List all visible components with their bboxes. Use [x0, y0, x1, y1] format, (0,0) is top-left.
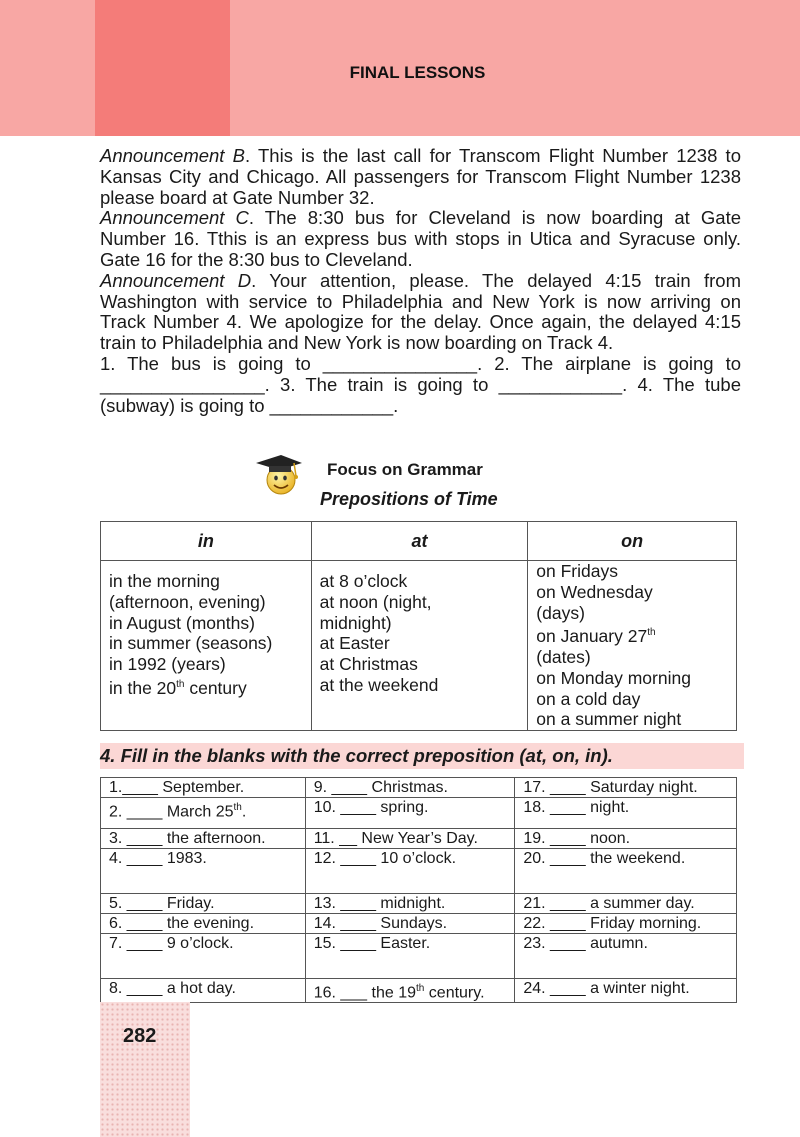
exercise-item: 12. ____ 10 o’clock. [305, 849, 515, 894]
header-at: at [311, 522, 528, 561]
exercise-item: 1.____ September. [101, 778, 306, 798]
in-line: in the morning [109, 571, 220, 591]
at-line: at the weekend [319, 674, 439, 695]
exercise-item: 18. ____ night. [515, 798, 737, 829]
table-row [101, 849, 737, 894]
header-on: on [528, 522, 737, 561]
in-line: in August (months) [109, 612, 255, 633]
exercise-item: 22. ____ Friday morning. [515, 914, 737, 934]
table-row [101, 829, 737, 849]
in-line: in the 20th century [109, 677, 247, 698]
prepositions-body-row [101, 561, 737, 731]
exercise-item: 14. ____ Sundays. [305, 914, 515, 934]
on-column [528, 561, 737, 731]
announcement-d-text: . Your attention, please. The delayed 4:15 train from Washington with service to Philadelphia and New York is now arriving on Track Number 4. We apologize for the delay. Once again, the delayed 4:15 train to Philadelphia and New York is now boarding on Track 4. [100, 269, 742, 354]
announcement-b-text: . This is the last call for Transcom Flight Number 1238 to Kansas City and Chicago. All passengers for Transcom Flight Number 1238 please board at Gate Number 32. [100, 145, 741, 208]
announcement-c-label: Announcement C [100, 207, 249, 229]
page-number: 282 [123, 1025, 157, 1047]
exercise-table [100, 777, 737, 1003]
exercise-item: 20. ____ the weekend. [515, 849, 737, 894]
exercise-item: 19. ____ noon. [515, 829, 737, 849]
page-number-box [100, 1002, 190, 1137]
in-line: in summer (seasons) [109, 633, 273, 654]
at-column [311, 561, 528, 731]
exercise-item: 13. ____ midnight. [305, 894, 515, 914]
exercise-item: 16. ___ the 19th century. [305, 979, 515, 1003]
exercise-item: 24. ____ a winter night. [515, 979, 737, 1003]
announcement-c-text: . The 8:30 bus for Cleveland is now boarding at Gate Number 16. Tthis is an express bus with stops in Utica and Syracuse only. Gate 16 for the 8:30 bus to Cleveland. [100, 207, 741, 270]
at-line: at noon (night, [319, 591, 432, 612]
table-row [101, 979, 737, 1003]
in-column [101, 561, 312, 731]
graduation-cap-smiley-icon [254, 452, 304, 498]
at-line: at Easter [319, 633, 390, 654]
exercise-title: 4. Fill in the blanks with the correct preposition (at, on, in). [100, 745, 613, 766]
exercise-item: 5. ____ Friday. [101, 894, 306, 914]
table-row [101, 798, 737, 829]
on-line: (days) [536, 602, 585, 623]
exercise-item: 8. ____ a hot day. [101, 979, 306, 1003]
on-line: on Monday morning [536, 667, 691, 688]
exercise-item: 15. ____ Easter. [305, 934, 515, 979]
on-line: (dates) [536, 647, 591, 668]
focus-title: Focus on Grammar [327, 460, 483, 479]
on-line: on a summer night [536, 709, 682, 730]
at-line: midnight) [319, 612, 392, 633]
announcement-d [100, 271, 741, 354]
exercise-item: 21. ____ a summer day. [515, 894, 737, 914]
table-row [101, 934, 737, 979]
exercise-item: 7. ____ 9 o’clock. [101, 934, 306, 979]
header-accent-block [95, 0, 230, 136]
exercise-item: 10. ____ spring. [305, 798, 515, 829]
exercise-item: 4. ____ 1983. [101, 849, 306, 894]
listening-questions: 1. The bus is going to _______________. 2. The airplane is going to ________________. 3. The train is going to ____________. 4. The tube (subway) is going to ____________. [100, 352, 741, 416]
header-in: in [101, 522, 312, 561]
in-line: in 1992 (years) [109, 654, 226, 675]
exercise-item: 11. __ New Year’s Day. [305, 829, 515, 849]
announcement-b-label: Announcement B [100, 145, 245, 166]
on-line: on January 27th [536, 626, 656, 647]
on-line: on Fridays [536, 561, 618, 581]
exercise-item: 17. ____ Saturday night. [515, 778, 737, 798]
on-line: on Wednesday [536, 581, 653, 602]
on-line: on a cold day [536, 688, 641, 709]
at-line: at Christmas [319, 654, 418, 675]
prepositions-table [100, 521, 737, 731]
prepositions-header-row [101, 522, 737, 561]
announcements-text [100, 146, 741, 416]
table-row [101, 914, 737, 934]
announcement-d-label: Announcement D [100, 269, 252, 291]
exercise-item: 3. ____ the afternoon. [101, 829, 306, 849]
at-line: at 8 o’clock [319, 571, 408, 591]
announcement-c [100, 208, 741, 270]
table-row [101, 778, 737, 798]
announcement-b [100, 146, 741, 208]
exercise-item: 6. ____ the evening. [101, 914, 306, 934]
page-header-title: FINAL LESSONS [349, 63, 486, 82]
table-row [101, 894, 737, 914]
exercise-item: 2. ____ March 25th. [101, 798, 306, 829]
exercise-item: 9. ____ Christmas. [305, 778, 515, 798]
focus-subtitle: Prepositions of Time [320, 489, 498, 509]
in-line: (afternoon, evening) [109, 591, 266, 612]
exercise-item: 23. ____ autumn. [515, 934, 737, 979]
